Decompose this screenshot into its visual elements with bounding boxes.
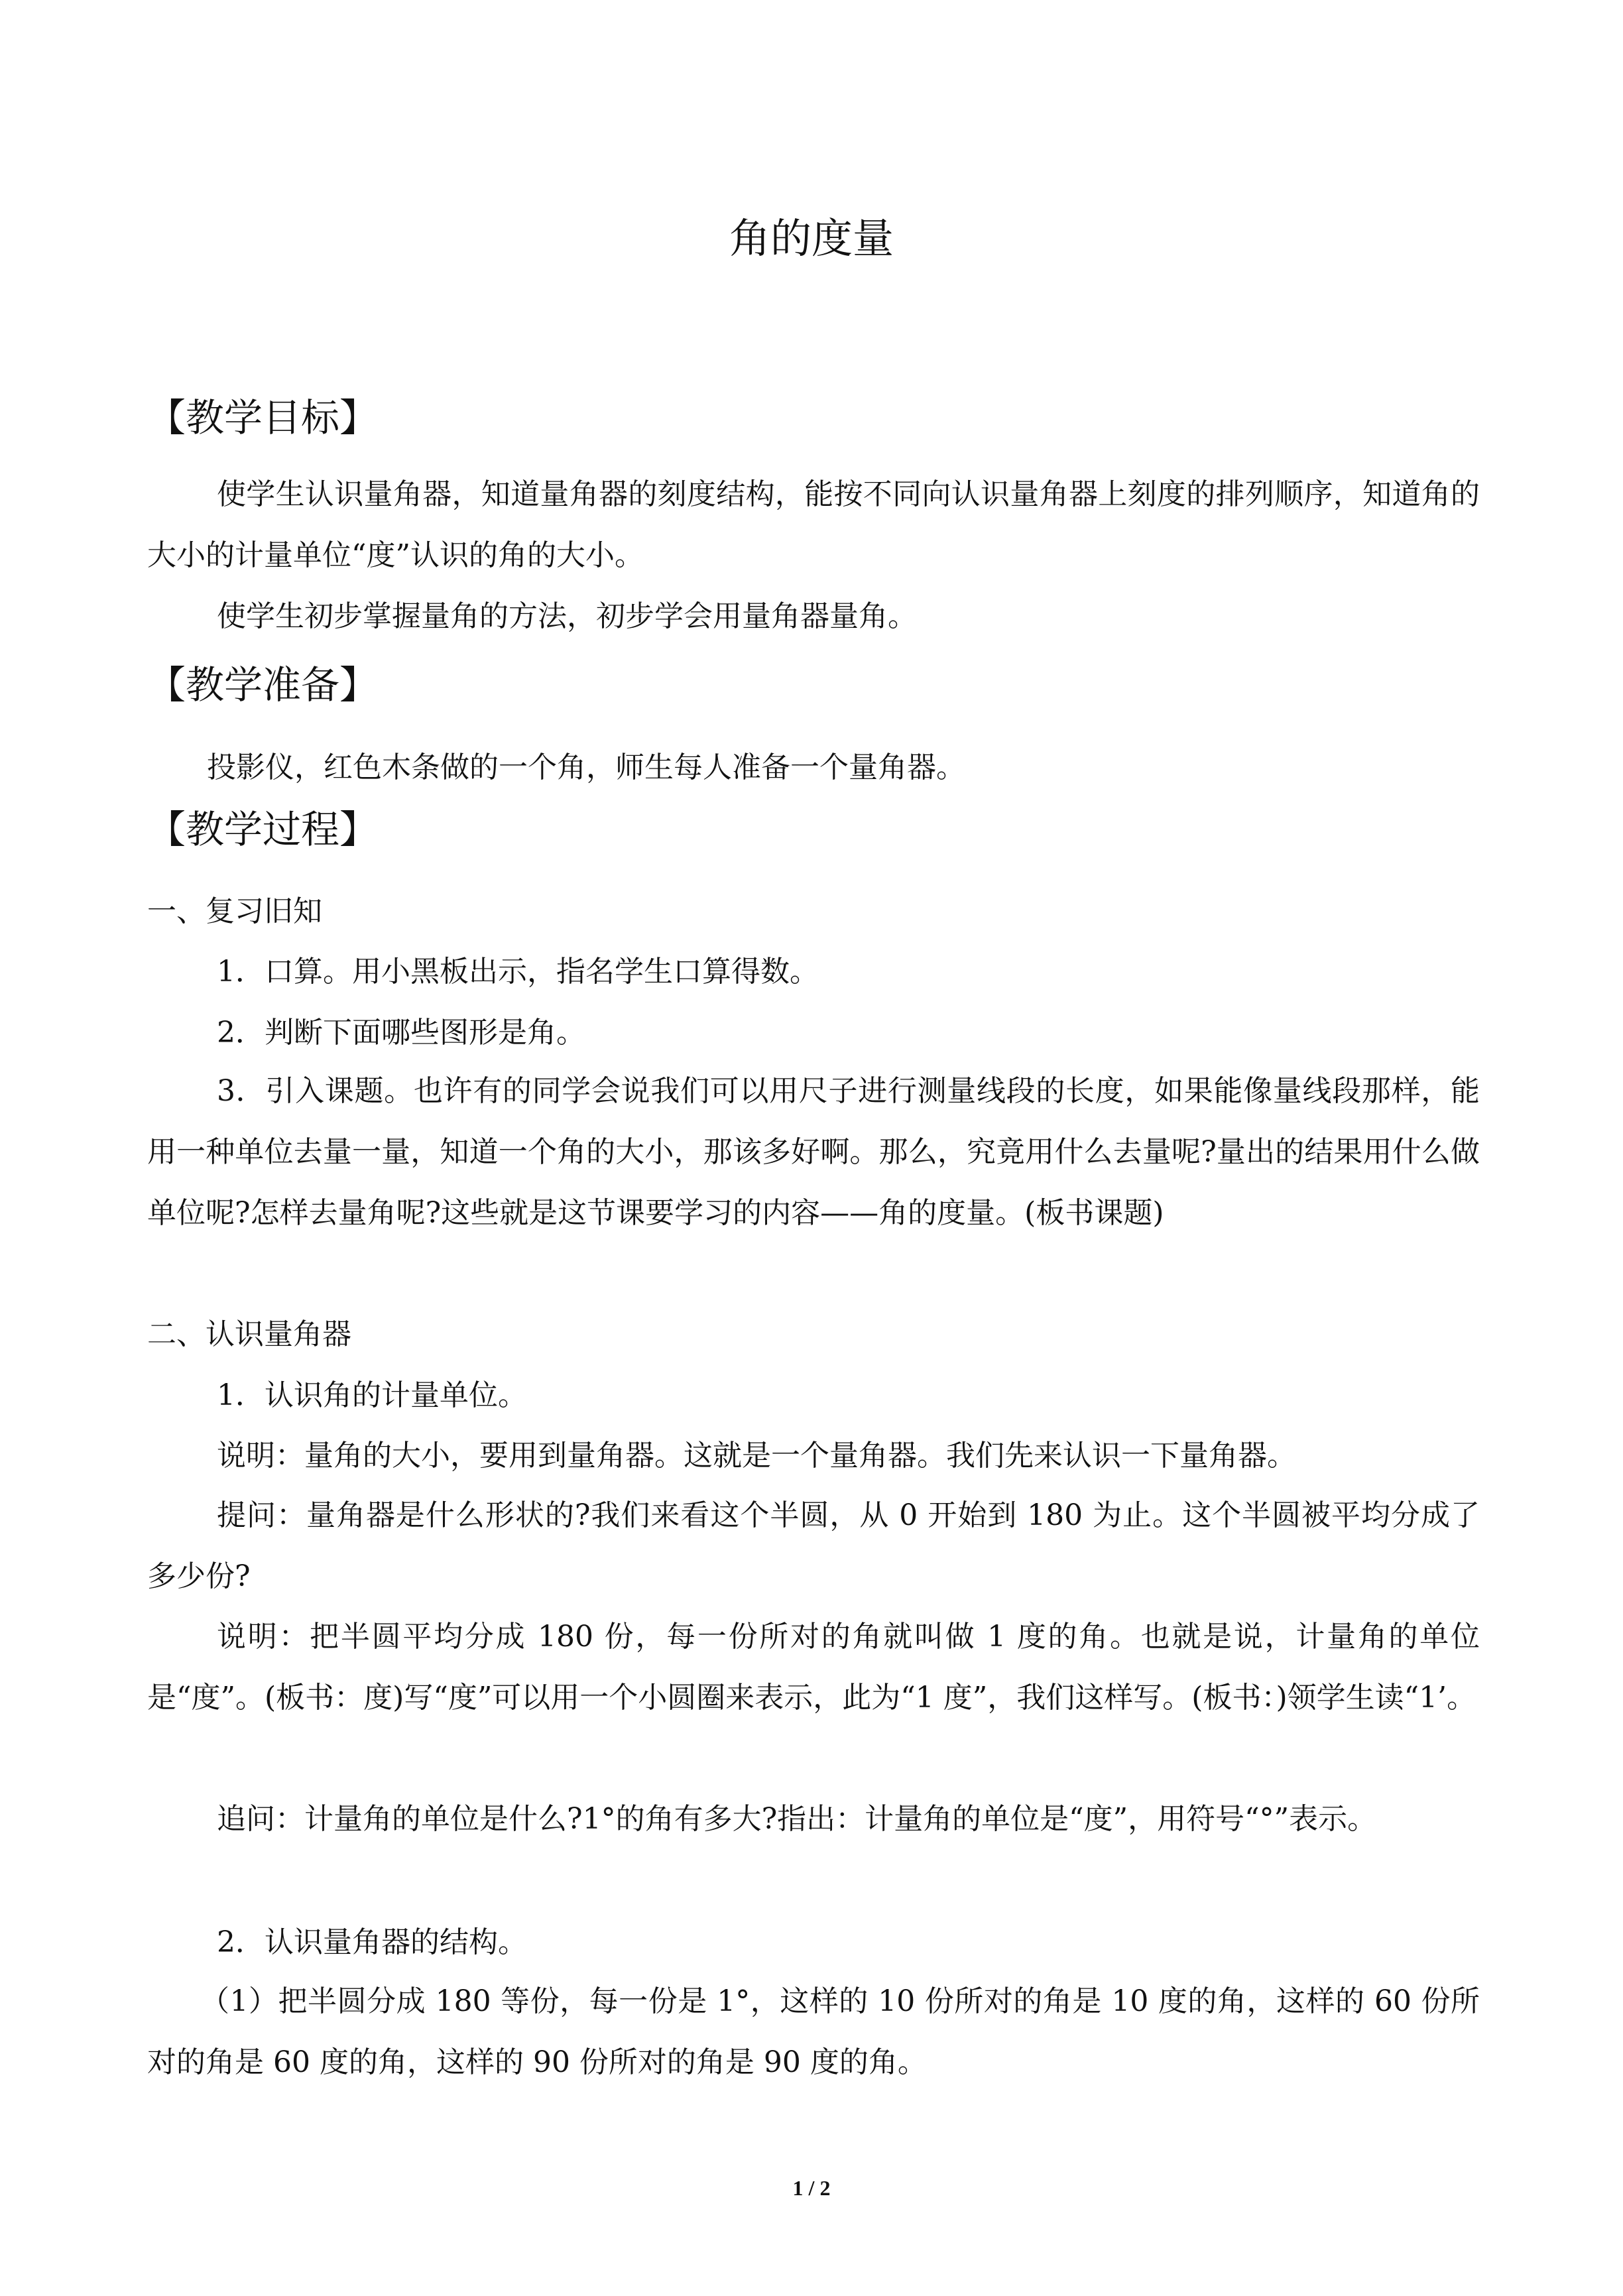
page-number: 1 / 2 [792,2176,831,2200]
process-item-2: 2．判断下面哪些图形是角。 [217,1016,585,1050]
process-item-4: 1．认识角的计量单位。 [217,1378,527,1412]
followup-paragraph: 追问：计量角的单位是什么?1°的角有多大?指出：计量角的单位是“度”，用符号“°”表示。 [217,1802,1377,1836]
explain-paragraph-2: 说明：把半圆平均分成 180 份，每一份所对的角就叫做 1 度的角。也就是说，计量角的单位是“度”。(板书：度)写“度”可以用一个小圆圈来表示，此为“1 度”，我们这样写。(板书：)领学生读“1’。 [147,1620,1480,1715]
process-part-1: 一、复习旧知 [147,894,322,928]
section-heading-process: 【教学过程】 [147,807,379,852]
goals-paragraph-2: 使学生初步掌握量角的方法，初步学会用量角器量角。 [217,599,917,633]
goals-paragraph-1: 使学生认识量角器，知道量角器的刻度结构，能按不同向认识量角器上刻度的排列顺序，知道角的大小的计量单位“度”认识的角的大小。 [147,477,1480,572]
process-item-3: 3．引入课题。也许有的同学会说我们可以用尺子进行测量线段的长度，如果能像量线段那样，能用一种单位去量一量，知道一个角的大小，那该多好啊。那么，究竟用什么去量呢?量出的结果用什么做单位呢?怎样去量角呢?这些就是这节课要学习的内容——角的度量。(板书课题) [147,1074,1480,1230]
process-part-2: 二、认识量角器 [147,1317,351,1351]
section-heading-prep: 【教学准备】 [147,662,379,707]
section-heading-goals: 【教学目标】 [147,395,379,440]
prep-paragraph-1: 投影仪，红色木条做的一个角，师生每人准备一个量角器。 [207,751,965,784]
process-item-1: 1．口算。用小黑板出示，指名学生口算得数。 [217,955,819,989]
explain-paragraph-1: 说明：量角的大小，要用到量角器。这就是一个量角器。我们先来认识一下量角器。 [217,1439,1296,1473]
question-paragraph-1: 提问：量角器是什么形状的?我们来看这个半圆，从 0 开始到 180 为止。这个半圆被平均分成了多少份? [147,1498,1480,1593]
sub-item-1: （1）把半圆分成 180 等份，每一份是 1°，这样的 10 份所对的角是 10 度的角，这样的 60 份所对的角是 60 度的角，这样的 90 份所对的角是 90 度的角。 [147,1984,1480,2079]
process-item-5: 2．认识量角器的结构。 [217,1925,527,1959]
page-title: 角的度量 [729,214,894,263]
